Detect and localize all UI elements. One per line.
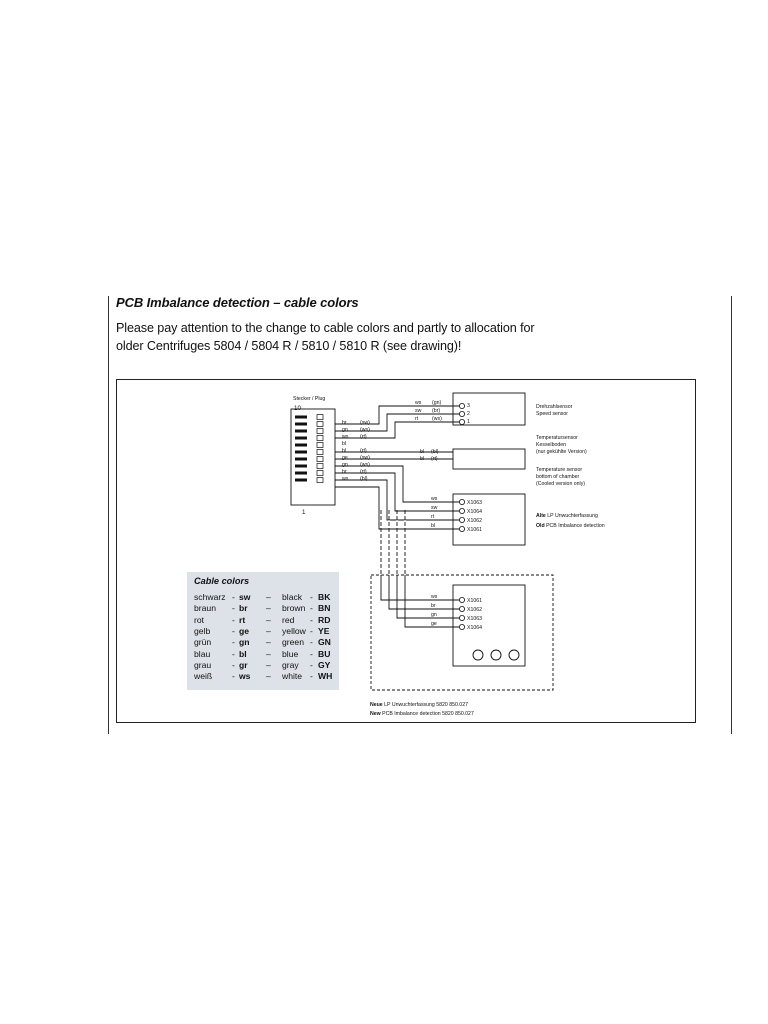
new-pcb-label-de <box>370 702 468 708</box>
legend-dash: - <box>232 637 235 648</box>
old-pcb-pin: X1061 <box>467 527 483 533</box>
temp-wire-label-1-old: (bl) <box>431 449 439 455</box>
plug-pin-top: 10 <box>294 405 301 412</box>
plug-pin-contact <box>295 479 307 482</box>
old-pcb-label-en <box>536 523 605 529</box>
temp-label-line-2: Kesselboden <box>536 442 566 448</box>
legend-code: BK <box>318 592 331 602</box>
new-pcb-label-en <box>370 711 474 717</box>
plug-pin-socket <box>317 429 323 434</box>
speed-wire-label-new: sw <box>415 408 422 414</box>
speed-wire-label-old: (ws) <box>432 416 442 422</box>
new-pcb-dashed-area <box>371 575 553 690</box>
plug-wire-label-old: (ws) <box>360 427 370 433</box>
terminal-circle <box>459 624 464 629</box>
old-pcb-pin: X1063 <box>467 500 483 506</box>
plug-pin-contact <box>295 451 307 454</box>
legend-dash: - <box>310 614 313 625</box>
terminal-circle <box>459 411 464 416</box>
intro-line-1: Please pay attention to the change to cable colors and partly to allocation for <box>116 321 535 335</box>
plug-pin-socket <box>317 450 323 455</box>
legend-en: green <box>282 637 304 648</box>
temp-label-line-6: (Cooled version only) <box>536 481 586 487</box>
legend-code: BN <box>318 603 331 614</box>
wire-routing <box>335 406 460 627</box>
terminal-circle <box>459 517 464 522</box>
right-margin-rule <box>731 296 732 734</box>
temp-wire-label-2-old: (rt) <box>431 456 438 462</box>
legend-abbr: rt <box>239 614 246 625</box>
plug-pin-socket <box>317 478 323 483</box>
new-pcb-label-de-rest: LP Unwuchterfassung 5820 850.027 <box>382 702 468 708</box>
terminal-circle <box>459 419 464 424</box>
plug-pin-contact <box>295 423 307 426</box>
plug-wire-label-old: (rt) <box>360 448 367 454</box>
legend-de: grün <box>194 637 212 648</box>
plug-title: Stecker / Plug <box>293 396 326 402</box>
plug-pin-contact <box>295 444 307 447</box>
legend-en: black <box>282 592 303 602</box>
plug-pin-contact <box>295 458 307 461</box>
temp-sensor-box <box>453 449 525 469</box>
speed-wire-label-old: (br) <box>432 408 441 414</box>
plug-wire-label-new: br <box>342 469 347 475</box>
legend-mdash: – <box>266 671 271 682</box>
legend-dash: - <box>232 614 235 625</box>
terminal-circle <box>459 597 464 602</box>
legend-dash: - <box>232 625 235 636</box>
plug-wire-label-old: (sw) <box>360 455 370 461</box>
plug-pins <box>295 415 323 483</box>
plug-pin-socket <box>317 471 323 476</box>
legend-dash: - <box>310 603 313 614</box>
new-pcb-label-en-rest: PCB Imbalance detection 5820 850.027 <box>380 711 474 717</box>
old-pcb-label-de <box>536 513 598 519</box>
new-pcb-pin: X1063 <box>467 616 483 622</box>
legend-dash: - <box>232 671 235 682</box>
new-pcb-wire-label: ws <box>431 594 438 600</box>
temp-sensor-description <box>536 435 587 487</box>
section-heading: PCB Imbalance detection – cable colors <box>116 295 359 310</box>
wire-dashes <box>381 508 405 575</box>
legend-code: WH <box>318 671 333 682</box>
legend-code: RD <box>318 614 331 625</box>
old-pcb-pin: X1062 <box>467 518 483 524</box>
temp-label-line-3: (nur gekühlte Version) <box>536 449 587 455</box>
legend-de: blau <box>194 648 211 659</box>
speed-wire-label-new: rt <box>415 416 419 422</box>
legend-dash: - <box>310 592 313 602</box>
legend-dash: - <box>310 648 313 659</box>
speed-sensor-label-en: Speed sensor <box>536 411 569 417</box>
temp-label-line-1: Temperatursensor <box>536 435 578 441</box>
new-pcb-pin: X1064 <box>467 625 483 631</box>
legend-en: gray <box>282 659 299 670</box>
legend-en: blue <box>282 648 299 659</box>
legend-dash: - <box>232 659 235 670</box>
legend-en: yellow <box>282 625 306 636</box>
legend-abbr: ws <box>239 671 251 682</box>
plug-pin-socket <box>317 436 323 441</box>
new-pcb-hole-3 <box>509 650 519 660</box>
plug-pin-contact <box>295 416 307 419</box>
new-pcb-wire-label: br <box>431 603 436 609</box>
speed-wire-label-old: (gn) <box>432 400 442 406</box>
new-pcb-pin: X1061 <box>467 598 483 604</box>
legend-mdash: – <box>266 603 271 614</box>
legend-code: GN <box>318 637 331 648</box>
plug-wire-label-old: (rt) <box>360 434 367 440</box>
speed-sensor-label-de: Drehzahlsensor <box>536 404 573 410</box>
legend-en: red <box>282 614 295 625</box>
terminal-circle <box>459 615 464 620</box>
legend-abbr: sw <box>239 592 251 602</box>
plug-wire-label-new: bl <box>342 441 347 447</box>
legend-mdash: – <box>266 648 271 659</box>
legend-dash: - <box>232 592 235 602</box>
plug-wire-label-old: (rt) <box>360 469 367 475</box>
legend-mdash: – <box>266 659 271 670</box>
legend-code: GY <box>318 659 331 670</box>
plug-pin-contact <box>295 430 307 433</box>
legend-title: Cable colors <box>194 576 250 586</box>
legend-de: schwarz <box>194 592 226 602</box>
legend-dash: - <box>310 625 313 636</box>
legend-mdash: – <box>266 614 271 625</box>
plug-pin-socket <box>317 422 323 427</box>
temp-wire-label-2-new: bl <box>420 456 425 462</box>
terminal-circle <box>459 526 464 531</box>
legend-mdash: – <box>266 592 271 602</box>
intro-line-2: older Centrifuges 5804 / 5804 R / 5810 / 5810 R (see drawing)! <box>116 339 462 353</box>
plug-pin-contact <box>295 472 307 475</box>
plug-pin-socket <box>317 457 323 462</box>
plug-wire-label-new: ws <box>342 476 349 482</box>
wiring-diagram <box>116 379 696 723</box>
new-pcb-label-en-bold: New <box>370 711 381 717</box>
new-pcb-wire-label: ge <box>431 621 437 627</box>
plug-wire-label-new: bl <box>342 448 347 454</box>
new-pcb-wire-label: gn <box>431 612 437 618</box>
old-pcb-wire-label: sw <box>431 505 438 511</box>
plug-pin-socket <box>317 464 323 469</box>
legend-dash: - <box>310 671 313 682</box>
legend-abbr: gn <box>239 637 250 648</box>
old-pcb-wire-label: rt <box>431 514 435 520</box>
legend-abbr: gr <box>239 659 248 670</box>
plug-wire-label-new: ge <box>342 455 348 461</box>
legend-code: YE <box>318 625 330 636</box>
speed-wire-label-new: ws <box>415 400 422 406</box>
terminal-circle <box>459 508 464 513</box>
new-pcb-hole-2 <box>491 650 501 660</box>
legend-de: gelb <box>194 625 211 636</box>
speed-sensor-pin: 3 <box>467 403 470 409</box>
old-pcb-wire-labels <box>431 496 482 533</box>
legend-mdash: – <box>266 625 271 636</box>
new-pcb-pin: X1062 <box>467 607 483 613</box>
old-pcb-label-en-rest: PCB Imbalance detection <box>544 523 605 529</box>
speed-sensor-pin: 2 <box>467 411 470 417</box>
new-pcb-wire-labels <box>431 594 482 631</box>
plug-wire-label-old: (ws) <box>360 462 370 468</box>
legend-abbr: bl <box>239 648 247 659</box>
plug-wire-label-old: (sw) <box>360 420 370 426</box>
plug-pin-contact <box>295 465 307 468</box>
old-pcb-label-de-bold: Alte <box>536 513 546 519</box>
left-margin-rule <box>108 296 109 734</box>
legend-dash: - <box>232 603 235 614</box>
old-pcb-pin: X1064 <box>467 509 483 515</box>
legend-dash: - <box>310 637 313 648</box>
legend-de: rot <box>194 614 205 625</box>
old-pcb-label-en-bold: Old <box>536 523 545 529</box>
plug-pin-bottom: 1 <box>302 509 306 516</box>
plug-wire-label-old: (bl) <box>360 476 368 482</box>
legend-dash: - <box>310 659 313 670</box>
legend-abbr: ge <box>239 625 250 636</box>
plug-wire-label-new: br <box>342 420 347 426</box>
speed-sensor-pin: 1 <box>467 419 470 425</box>
legend-mdash: – <box>266 637 271 648</box>
terminal-circle <box>459 499 464 504</box>
legend-en: brown <box>282 603 306 614</box>
plug-wire-label-new: ws <box>342 434 349 440</box>
terminal-circle <box>459 403 464 408</box>
temp-label-line-5: bottom of chamber <box>536 474 580 480</box>
legend-en: white <box>282 671 303 682</box>
legend-abbr: br <box>239 603 248 614</box>
old-pcb-wire-label: bl <box>431 523 436 529</box>
new-pcb-label-de-bold: Neue <box>370 702 383 708</box>
legend-de: braun <box>194 603 216 614</box>
terminal-circle <box>459 606 464 611</box>
plug-pin-socket <box>317 443 323 448</box>
plug-pin-socket <box>317 415 323 420</box>
legend-de: grau <box>194 659 212 670</box>
connector-terminals <box>459 403 464 629</box>
plug-wire-label-new: gn <box>342 427 348 433</box>
old-pcb-label-de-rest: LP Unwuchterfassung <box>545 513 598 519</box>
temp-wire-label-1-new: bl <box>420 449 425 455</box>
legend-dash: - <box>232 648 235 659</box>
cable-colors-legend <box>187 572 339 690</box>
legend-de: weiß <box>194 671 213 682</box>
temp-label-line-4: Temperature sensor <box>536 467 583 473</box>
legend-code: BU <box>318 648 331 659</box>
old-pcb-wire-label: ws <box>431 496 438 502</box>
new-pcb-hole-1 <box>473 650 483 660</box>
plug-wire-label-new: gn <box>342 462 348 468</box>
plug-pin-contact <box>295 437 307 440</box>
